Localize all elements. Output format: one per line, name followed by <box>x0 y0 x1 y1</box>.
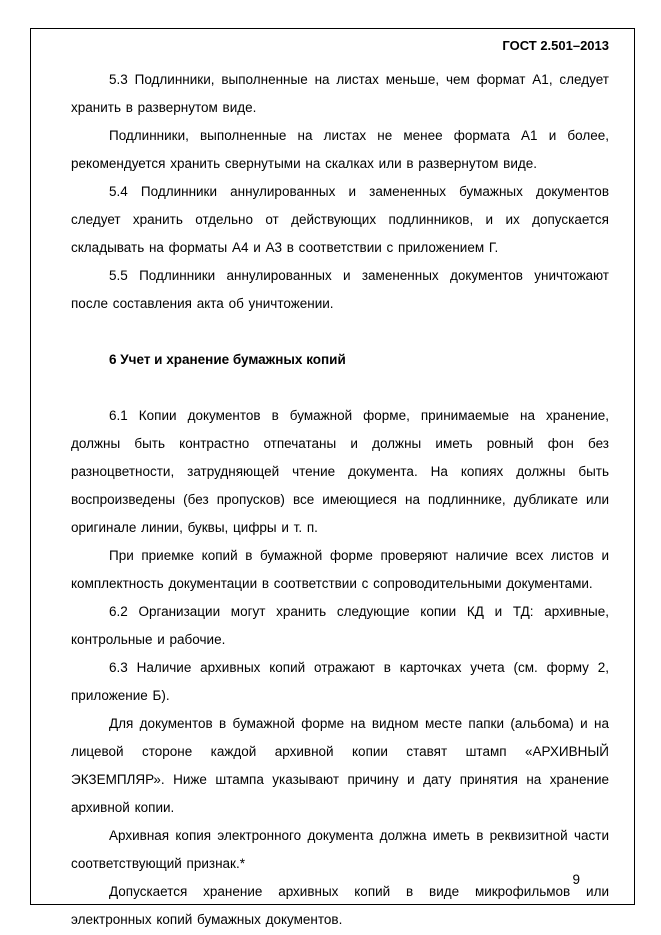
paragraph-5-4: 5.4 Подлинники аннулированных и замененных бумажных документов следует хранить отдельно от действующих подлинников, и их допускается складывать на форматы А4 и А3 в соответствии с приложением Г. <box>71 184 609 255</box>
paragraph-5-5: 5.5 Подлинники аннулированных и замененных документов уничтожают после составления акта об уничтожении. <box>71 268 609 311</box>
page-frame <box>30 28 635 927</box>
paragraph-copies-acceptance: При приемке копий в бумажной форме проверяют наличие всех листов и комплектность документации в соответствии с сопроводительными документами. <box>71 548 609 591</box>
paragraph-6-3: 6.3 Наличие архивных копий отражают в карточках учета (см. форму 2, приложение Б). <box>71 660 609 703</box>
paragraph-6-2: 6.2 Организации могут хранить следующие копии КД и ТД: архивные, контрольные и рабочие. <box>71 604 609 647</box>
section-6-heading: 6 Учет и хранение бумажных копий <box>109 352 346 367</box>
standard-number: ГОСТ 2.501–2013 <box>502 38 609 53</box>
page-number: 9 <box>572 872 580 887</box>
paragraph-electronic-copy-attribute: Архивная копия электронного документа должна иметь в реквизитной части соответствующий признак.* <box>71 828 609 871</box>
paragraph-6-1: 6.1 Копии документов в бумажной форме, принимаемые на хранение, должны быть контрастно отпечатаны и должны иметь ровный фон без разноцветности, затрудняющей чтение документа. На копиях должны быть воспроизведены (без пропусков) все имеющиеся на подлиннике, дубликате или оригинале линии, буквы, цифры и т. п. <box>71 408 609 535</box>
paragraph-archive-stamp: Для документов в бумажной форме на видном месте папки (альбома) и на лицевой стороне каждой архивной копии ставят штамп «АРХИВНЫЙ ЭКЗЕМПЛЯР». Ниже штампа указывают причину и дату принятия на хранение архивной копии. <box>71 716 609 815</box>
paragraph-originals-a1-storage: Подлинники, выполненные на листах не менее формата А1 и более, рекомендуется хранить свернутыми на скалках или в развернутом виде. <box>71 128 609 171</box>
paragraph-microfilm-copies: Допускается хранение архивных копий в виде микрофильмов или электронных копий бумажных документов. <box>71 884 609 927</box>
document-header <box>71 38 609 54</box>
paragraph-5-3: 5.3 Подлинники, выполненные на листах меньше, чем формат А1, следует хранить в развернутом виде. <box>71 72 609 115</box>
